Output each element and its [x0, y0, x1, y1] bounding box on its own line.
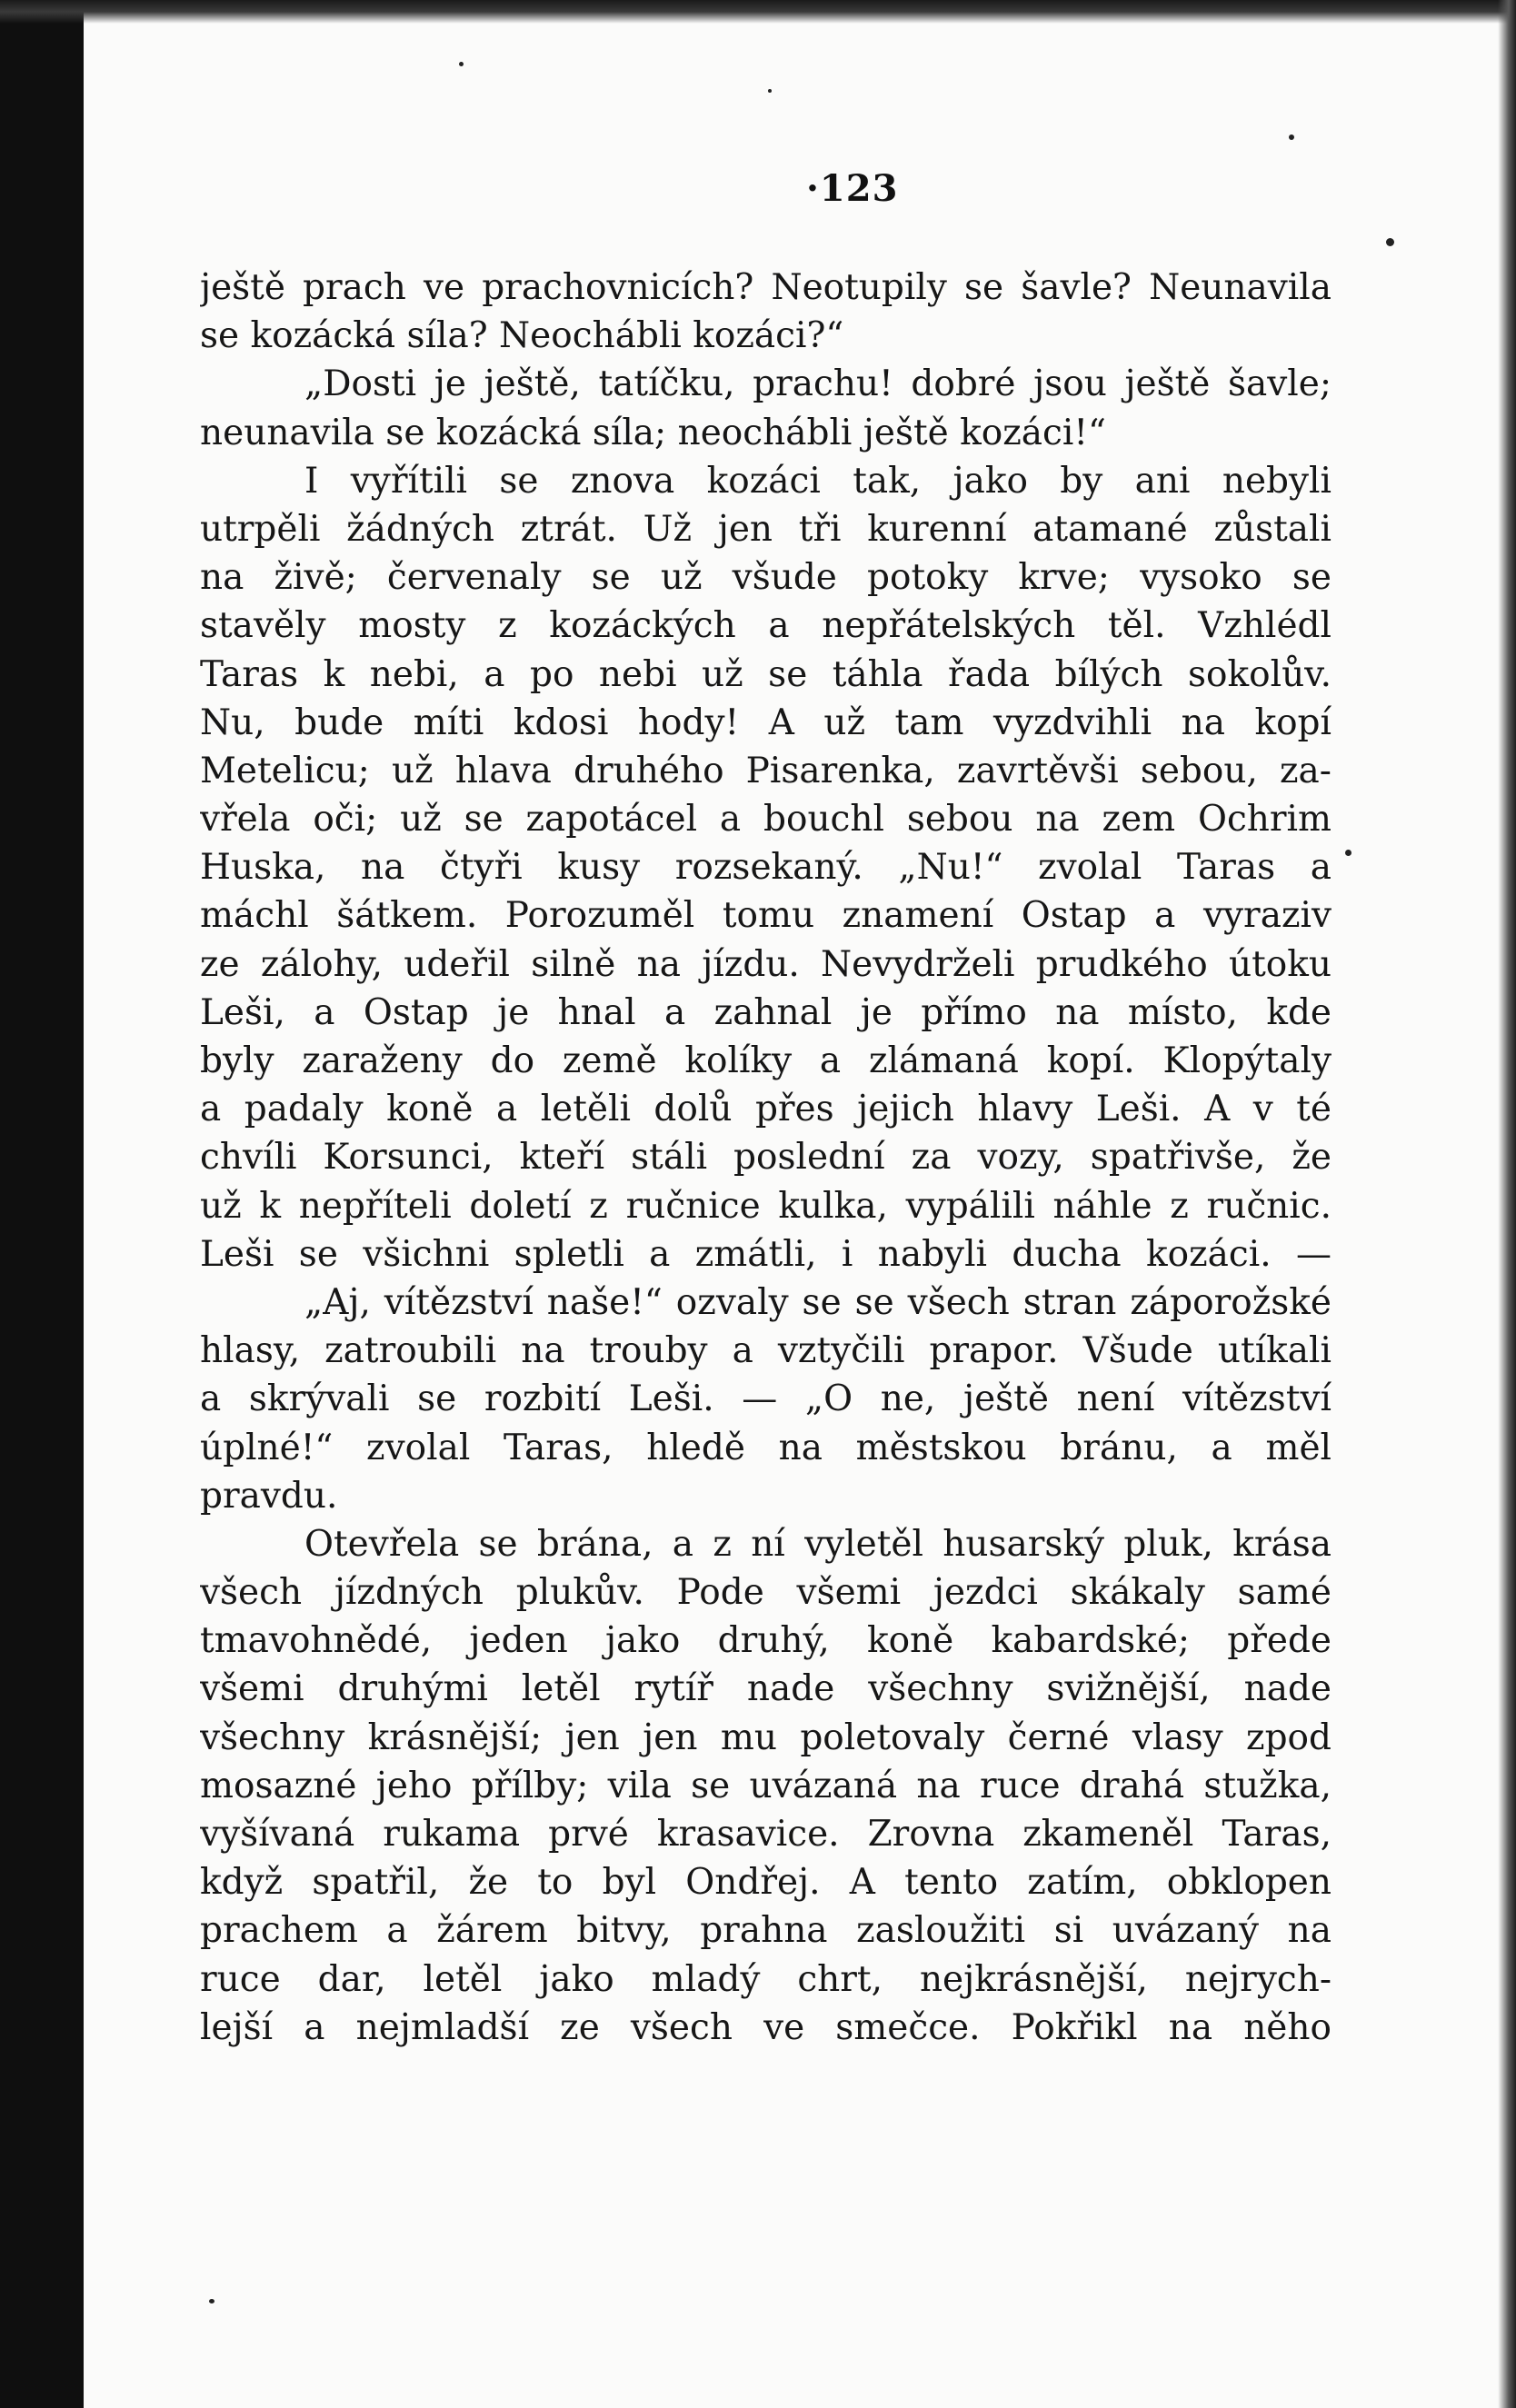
text-line: se kozácká síla? Neochábli kozáci?“: [200, 315, 844, 357]
text-line: Nu, bude míti kdosi hody! A už tam vyzdvihli na kopí: [200, 702, 1331, 743]
scan-speck: [1345, 850, 1351, 856]
text-line: lejší a nejmladší ze všech ve smečce. Pokřikl na něho: [200, 2006, 1331, 2048]
scan-speck: [1386, 238, 1394, 246]
body-text: [200, 264, 1331, 2052]
text-line: byly zaraženy do země kolíky a zlámaná kopí. Klopýtaly: [200, 1040, 1331, 1081]
scan-speck: [1289, 134, 1294, 140]
text-line: I vyřítili se znova kozáci tak, jako by ani nebyli: [304, 460, 1331, 502]
scan-border-top: [0, 0, 1516, 24]
text-line: stavěly mosty z kozáckých a nepřátelských těl. Vzhlédl: [200, 605, 1331, 647]
scan-speck: [459, 62, 464, 66]
text-line: Leši, a Ostap je hnal a zahnal je přímo na místo, kde: [200, 991, 1331, 1033]
text-line: utrpěli žádných ztrát. Už jen tři kurenní atamané zůstali: [200, 508, 1331, 550]
text-line: hlasy, zatroubili na trouby a vztyčili prapor. Všude utíkali: [200, 1330, 1331, 1372]
text-line: prachem a žárem bitvy, prahna zasloužiti si uvázaný na: [200, 1910, 1331, 1952]
text-line: úplné!“ zvolal Taras, hledě na městskou bránu, a měl: [200, 1427, 1331, 1468]
text-line: a skrývali se rozbití Leši. — „O ne, ještě není vítězství: [200, 1378, 1331, 1420]
text-line: tmavohnědé, jeden jako druhý, koně kabardské; přede: [200, 1620, 1331, 1662]
text-line: Huska, na čtyři kusy rozsekaný. „Nu!“ zvolal Taras a: [200, 847, 1331, 889]
text-line: na živě; červenaly se už všude potoky krve; vysoko se: [200, 557, 1331, 599]
scan-border-left: [0, 0, 84, 2408]
text-line: Taras k nebi, a po nebi už se táhla řada bílých sokolův.: [200, 653, 1331, 695]
text-line: všechny krásnější; jen jen mu poletovaly černé vlasy zpod: [200, 1716, 1331, 1758]
text-line: Otevřela se brána, a z ní vyletěl husarský pluk, krása: [304, 1523, 1331, 1565]
text-line: „Aj, vítězství naše!“ ozvaly se se všech stran záporožské: [304, 1281, 1331, 1323]
text-line: Leši se všichni spletli a zmátli, i nabyli ducha kozáci. —: [200, 1233, 1331, 1275]
text-line: vřela oči; už se zapotácel a bouchl sebou na zem Ochrim: [200, 799, 1331, 841]
text-line: všech jízdných plukův. Pode všemi jezdci skákaly samé: [200, 1572, 1331, 1614]
scan-speck: [209, 2299, 214, 2304]
text-line: chvíli Korsunci, kteří stáli poslední za vozy, spatřivše, že: [200, 1137, 1331, 1179]
page-number: ·123: [806, 167, 899, 210]
text-line: a padaly koně a letěli dolů přes jejich hlavy Leši. A v té: [200, 1089, 1331, 1130]
scan-border-right: [1498, 0, 1516, 2408]
text-line: vyšívaná rukama prvé krasavice. Zrovna zkameněl Taras,: [200, 1814, 1331, 1855]
text-line: ruce dar, letěl jako mladý chrt, nejkrásnější, nejrych-: [200, 1958, 1331, 2000]
text-line: už k nepříteli doletí z ručnice kulka, vypálili náhle z ručnic.: [200, 1185, 1331, 1227]
text-line: mosazné jeho přílby; vila se uvázaná na ruce drahá stužka,: [200, 1765, 1331, 1806]
text-line: když spatřil, že to byl Ondřej. A tento zatím, obklopen: [200, 1862, 1331, 1904]
text-line: ještě prach ve prachovnicích? Neotupily se šavle? Neunavila: [200, 267, 1331, 308]
text-line: pravdu.: [200, 1475, 338, 1517]
text-line: neunavila se kozácká síla; neochábli ještě kozáci!“: [200, 412, 1106, 453]
text-line: Metelicu; už hlava druhého Pisarenka, zavrtěvši sebou, za-: [200, 750, 1331, 791]
text-line: máchl šátkem. Porozuměl tomu znamení Ostap a vyraziv: [200, 895, 1331, 937]
text-line: všemi druhými letěl rytíř nade všechny svižnější, nade: [200, 1668, 1331, 1710]
text-line: „Dosti je ještě, tatíčku, prachu! dobré jsou ještě šavle;: [304, 363, 1331, 405]
scan-speck: [768, 89, 772, 93]
text-line: ze zálohy, udeřil silně na jízdu. Nevydrželi prudkého útoku: [200, 943, 1331, 985]
